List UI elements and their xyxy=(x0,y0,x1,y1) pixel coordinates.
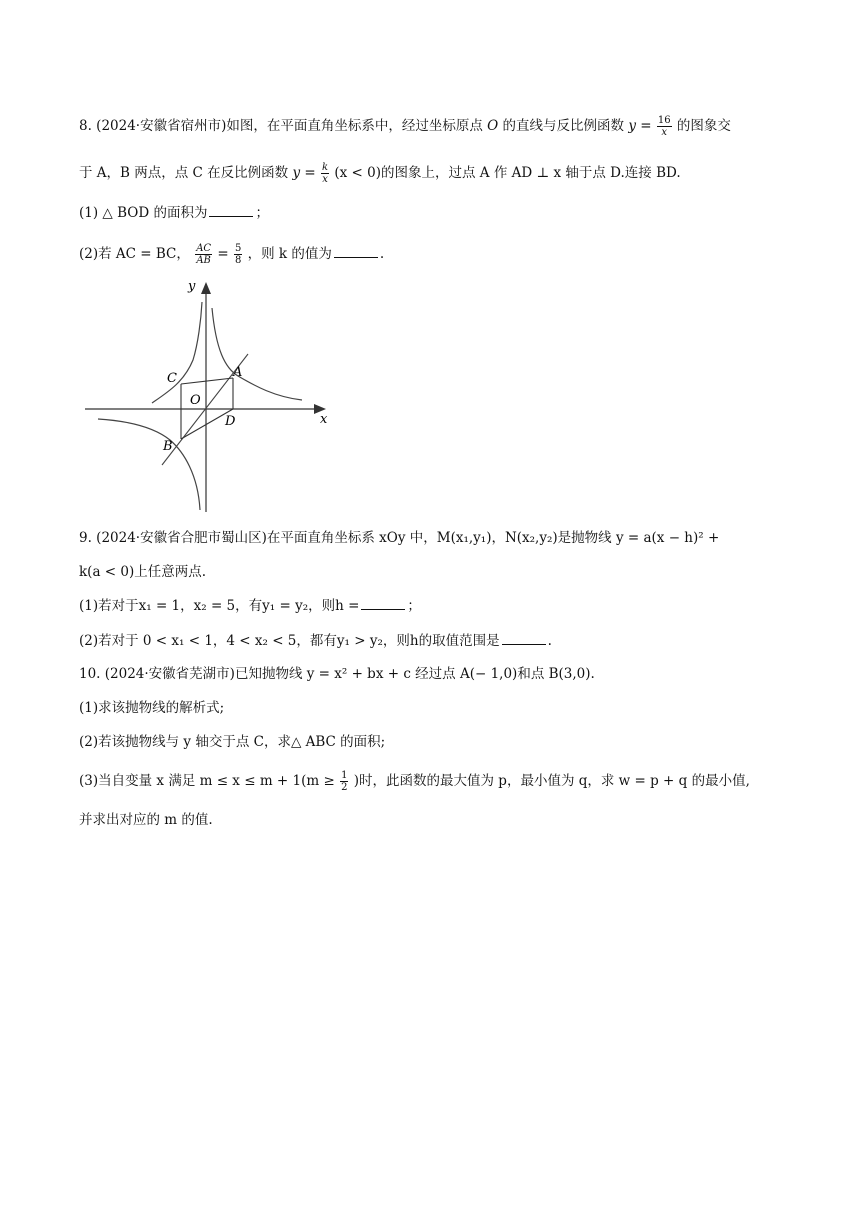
label-o: O xyxy=(190,393,201,408)
q9-line2: k(a < 0)上任意两点. xyxy=(79,564,207,580)
q10-part3-cont: 并求出对应的 m 的值. xyxy=(79,812,213,828)
label-y: y xyxy=(188,280,196,294)
q9-part1: (1)若对于x₁ = 1，x₂ = 5，有y₁ = y₂，则h = ； xyxy=(79,598,421,614)
answer-blank xyxy=(209,204,253,217)
fraction-5-over-8: $\frac{5}{8}$ xyxy=(234,243,242,266)
fraction-k-over-x: $\frac{k}{x}$ xyxy=(322,162,329,185)
q9-part2: (2)若对于 0 < x₁ < 1，4 < x₂ < 5，都有y₁ > y₂，则h的取值范围是 . xyxy=(79,633,552,649)
answer-blank xyxy=(361,597,405,610)
answer-blank xyxy=(334,245,378,258)
q10-part1: (1)求该抛物线的解析式; xyxy=(79,700,225,716)
label-x: x xyxy=(320,412,328,427)
q10-part3: (3)当自变量 x 满足 m ≤ x ≤ m + 1(m ≥ $\frac{1}{2}$ )时，此函数的最大值为 p，最小值为 q，求 w = p + q 的最小值, xyxy=(79,770,750,793)
hyperbola-figure xyxy=(80,280,340,515)
label-c: C xyxy=(167,371,177,386)
label-d: D xyxy=(225,414,236,429)
hyperbola-branch-q1 xyxy=(212,308,302,400)
q8-part1: (1) △ BOD 的面积为 ； xyxy=(79,205,269,221)
q10-part2: (2)若该抛物线与 y 轴交于点 C，求△ ABC 的面积; xyxy=(79,734,386,750)
fraction-16-over-x: $\frac{16}{x}$ xyxy=(657,115,671,138)
label-b: B xyxy=(163,439,173,454)
answer-blank xyxy=(502,632,546,645)
fraction-ac-over-ab: $\frac{AC}{AB}$ xyxy=(196,243,212,266)
q8-line1: 8. (2024·安徽省宿州市)如图，在平面直角坐标系中，经过坐标原点 O 的直线与反比例函数 y = $\frac{16}{x}$ 的图象交 xyxy=(79,115,731,138)
q8-part2: (2)若 AC = BC， $\frac{AC}{AB}$ = $\frac{5}{8}$ ，则 k 的值为 . xyxy=(79,243,385,266)
label-a: A xyxy=(233,365,243,380)
hyperbola-branch-q2 xyxy=(152,302,202,403)
fraction-1-over-2: $\frac{1}{2}$ xyxy=(341,770,348,793)
q8-line2: 于 A，B 两点，点 C 在反比例函数 y = $\frac{k}{x}$ (x < 0)的图象上，过点 A 作 AD ⊥ x 轴于点 D.连接 BD. xyxy=(79,162,681,185)
q9-line1: 9. (2024·安徽省合肥市蜀山区)在平面直角坐标系 xOy 中，M(x₁,y₁)，N(x₂,y₂)是抛物线 y = a(x − h)² + xyxy=(79,530,720,546)
q10-line1: 10. (2024·安徽省芜湖市)已知抛物线 y = x² + bx + c 经过点 A(− 1,0)和点 B(3,0). xyxy=(79,666,595,682)
hyperbola-branch-q3 xyxy=(98,419,200,510)
y-axis-arrow xyxy=(201,282,211,294)
